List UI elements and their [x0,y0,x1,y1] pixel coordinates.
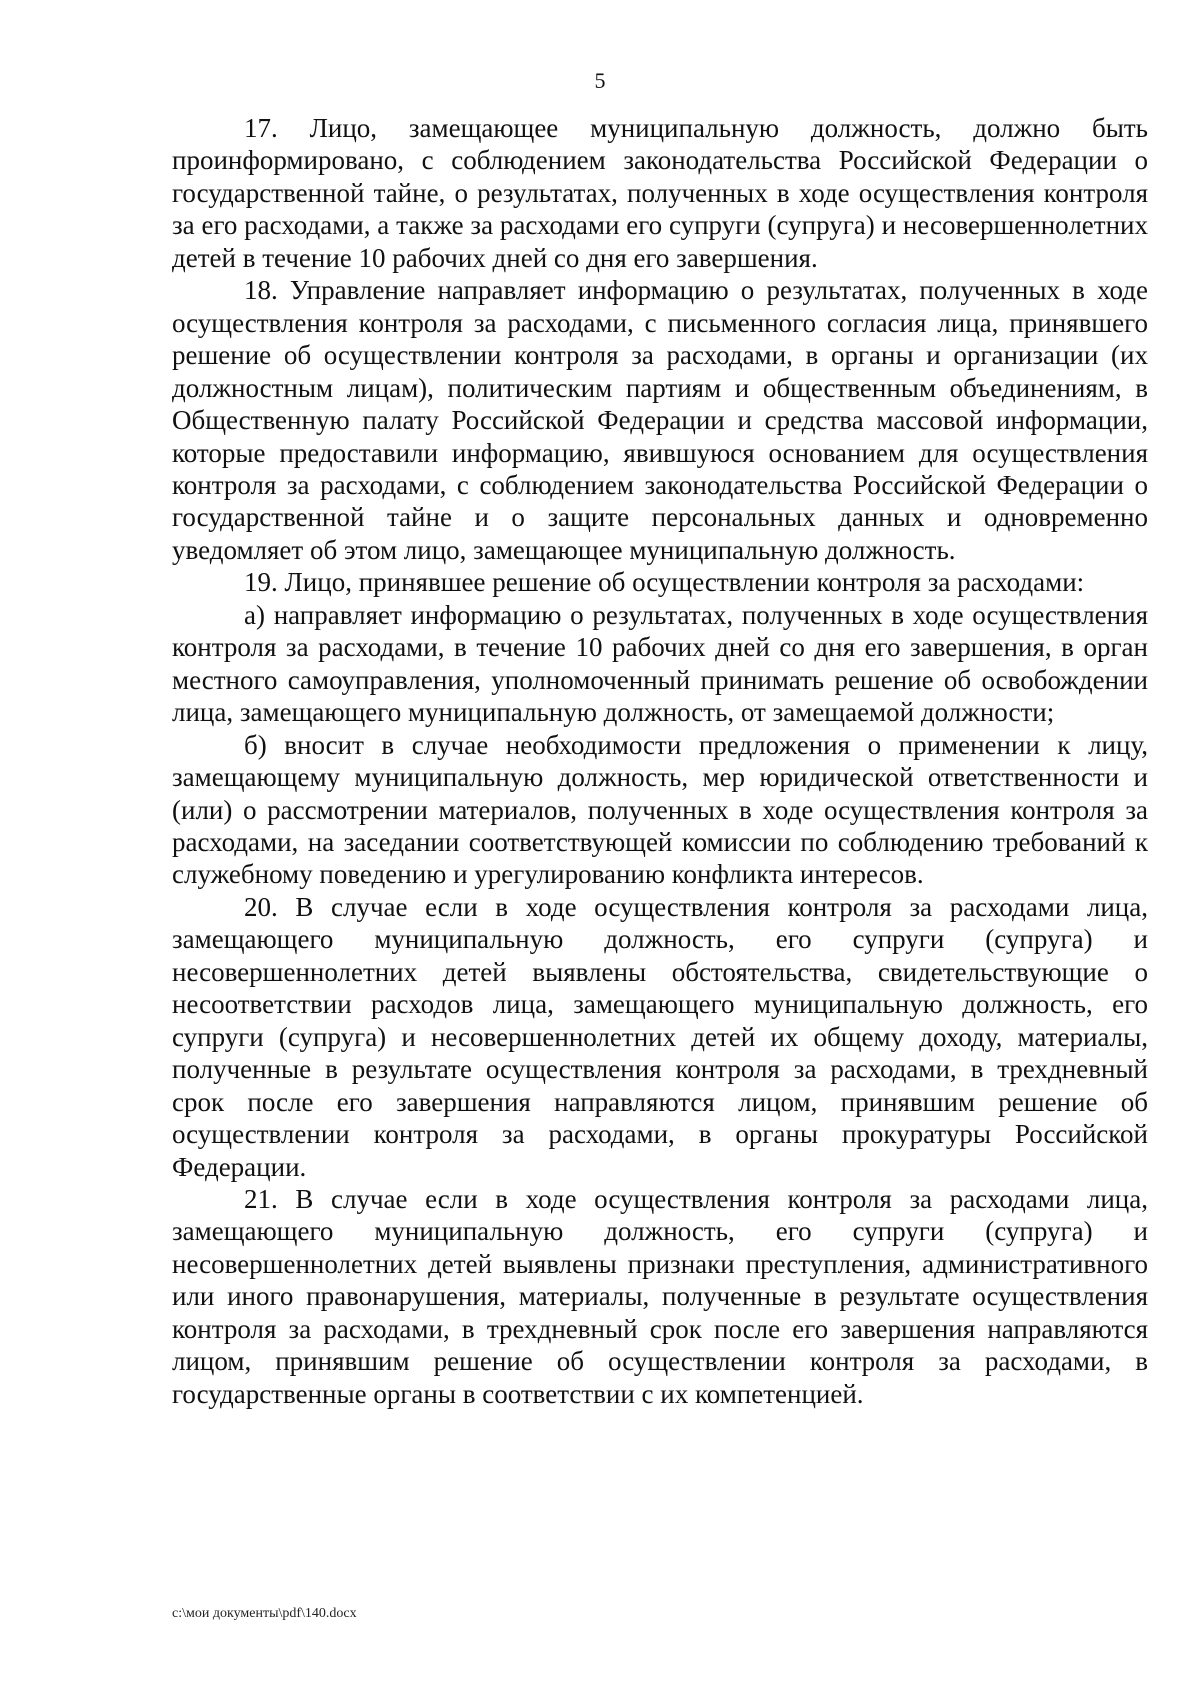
page-number: 5 [594,68,606,93]
paragraph-20: 20. В случае если в ходе осуществления контроля за расходами лица, замещающего муниципальную должность, его супруги (супруга) и несовершеннолетних детей выявлены обстоятельства, свидетельствующие о несоответствии расходов лица, замещающего муниципальную должность, его супруги (супруга) и несовершеннолетних детей их общему доходу, материалы, полученные в результате осуществления контроля за расходами, в трехдневный срок после его завершения направляются лицом, принявшим решение об осуществлении контроля за расходами, в органы прокуратуры Российской Федерации. [172,891,1148,1182]
paragraph-17: 17. Лицо, замещающее муниципальную должность, должно быть проинформировано, с соблюдением законодательства Российской Федерации о государственной тайне, о результатах, полученных в ходе осуществления контроля за его расходами, а также за расходами его супруги (супруга) и несовершеннолетних детей в течение 10 рабочих дней со дня его завершения. [172,113,1148,273]
paragraph-21: 21. В случае если в ходе осуществления контроля за расходами лица, замещающего муниципальную должность, его супруги (супруга) и несовершеннолетних детей выявлены признаки преступления, административного или иного правонарушения, материалы, полученные в результате осуществления контроля за расходами, в трехдневный срок после его завершения направляются лицом, принявшим решение об осуществлении контроля за расходами, в государственные органы в соответствии с их компетенцией. [172,1183,1148,1409]
document-body [172,112,1148,1410]
paragraph-18: 18. Управление направляет информацию о результатах, полученных в ходе осуществления контроля за расходами, с письменного согласия лица, принявшего решение об осуществлении контроля за расходами, в органы и организации (их должностным лицам), политическим партиям и общественным объединениям, в Общественную палату Российской Федерации и средства массовой информации, которые предоставили информацию, явившуюся основанием для осуществления контроля за расходами, с соблюдением законодательства Российской Федерации о государственной тайне и о защите персональных данных и одновременно уведомляет об этом лицо, замещающее муниципальную должность. [172,275,1148,565]
footer-file-path: c:\мои документы\pdf\140.docx [172,1606,357,1621]
paragraph-19-b: б) вносит в случае необходимости предложения о применении к лицу, замещающему муниципальную должность, мер юридической ответственности и (или) о рассмотрении материалов, полученных в ходе осуществления контроля за расходами, на заседании соответствующей комиссии по соблюдению требований к служебному поведению и урегулированию конфликта интересов. [172,729,1148,890]
paragraph-19: 19. Лицо, принявшее решение об осуществлении контроля за расходами: [244,567,1085,598]
paragraph-19-a: а) направляет информацию о результатах, полученных в ходе осуществления контроля за расходами, в течение 10 рабочих дней со дня его завершения, в орган местного самоуправления, уполномоченный принимать решение об освобождении лица, замещающего муниципальную должность, от замещаемой должности; [172,599,1148,728]
